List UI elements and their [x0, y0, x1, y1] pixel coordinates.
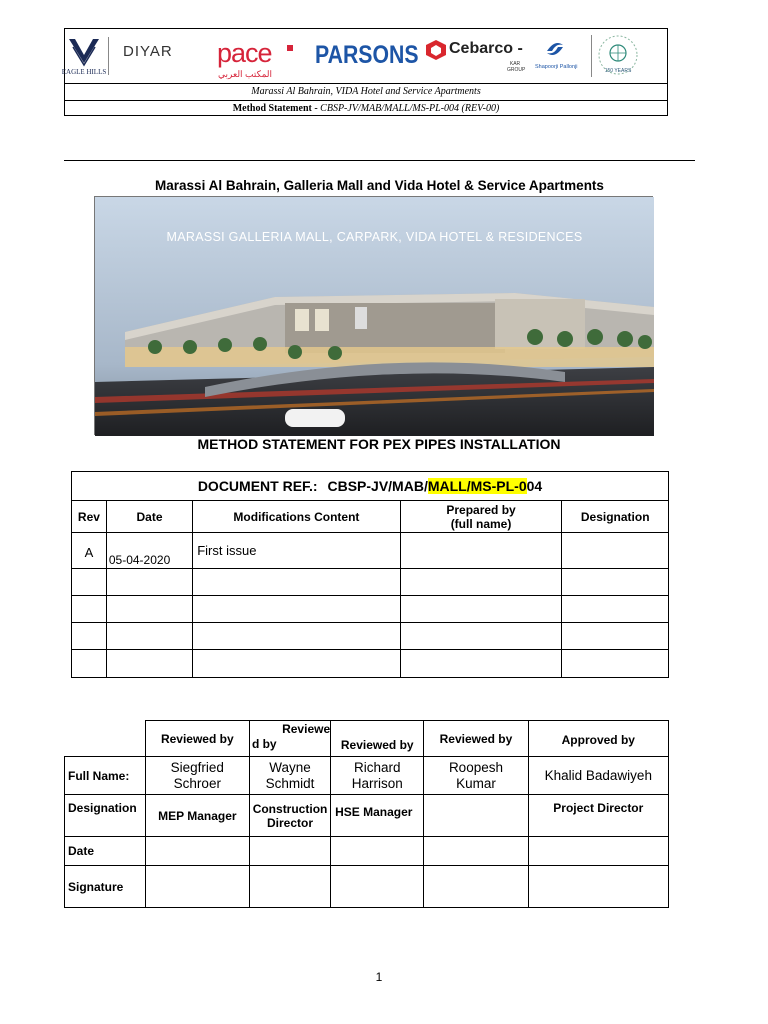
- reviewer-designation: HSE Manager: [331, 795, 424, 837]
- shapoorji-logo-icon: [543, 37, 567, 61]
- date-row: [65, 837, 669, 866]
- table-row: [72, 569, 669, 596]
- reviewed-by-split-bottom: d by: [251, 737, 277, 751]
- logo-divider: [108, 37, 109, 75]
- anniversary-logo: [595, 31, 641, 81]
- full-name-row: [65, 757, 669, 795]
- designation-label: Designation: [65, 795, 146, 837]
- pace-arabic-text: المكتب العربي: [218, 69, 273, 79]
- prepared-header: [400, 501, 562, 533]
- method-label: Method Statement -: [232, 103, 318, 114]
- full-name-label: Full Name:: [65, 757, 146, 795]
- hero-rendering-image: [94, 196, 653, 435]
- method-statement-title: METHOD STATEMENT FOR PEX PIPES INSTALLATION: [197, 436, 561, 452]
- reviewer-name: Wayne Schmidt: [249, 757, 330, 795]
- eagle-hills-logo: [61, 33, 107, 81]
- review-approval-table: [64, 720, 669, 908]
- docref-prefix: CBSP-JV/MAB/: [327, 478, 428, 494]
- approver-name: Khalid Badawiyeh: [528, 757, 668, 795]
- date-cell: 05-04-2020: [106, 533, 192, 569]
- content-cell: First issue: [193, 533, 400, 569]
- document-header: [61, 28, 668, 116]
- approver-designation: Project Director: [528, 795, 668, 837]
- content-header: Modifications Content: [193, 501, 400, 533]
- cebarco-logo: Cebarco -: [449, 40, 523, 57]
- reviewed-by-header: Reviewed by: [424, 721, 528, 757]
- designation-row: [65, 795, 669, 837]
- parsons-logo: PARSONS: [315, 41, 419, 69]
- signature-row: [65, 866, 669, 908]
- reviewer-name: Roopesh Kumar: [424, 757, 528, 795]
- reviewer-designation: Construction Director: [249, 795, 330, 837]
- prepared-cell: [400, 533, 562, 569]
- hero-caption: MARASSI GALLERIA MALL, CARPARK, VIDA HOTEL & RESIDENCES: [166, 230, 583, 244]
- table-row: [72, 623, 669, 650]
- table-row: [72, 596, 669, 623]
- page-number: 1: [375, 970, 383, 984]
- reviewed-by-split-top: Reviewe: [282, 722, 331, 736]
- logo-strip: [61, 29, 667, 84]
- method-statement-ref-line: [65, 101, 667, 116]
- reviewed-by-header: [249, 721, 330, 757]
- reviewed-by-header: Reviewed by: [331, 721, 424, 757]
- kar-group-logo: KAR GROUP: [507, 61, 526, 73]
- cebarco-cube-icon: [425, 39, 447, 61]
- divider-line: [64, 160, 695, 161]
- approved-by-header: Approved by: [528, 721, 668, 757]
- table-row: [72, 533, 669, 569]
- review-header-row: [65, 721, 669, 757]
- prepared-sublabel: (full name): [450, 516, 512, 531]
- eagle-hills-text: EAGLE HILLS: [61, 68, 107, 76]
- logo-divider: [591, 35, 592, 77]
- project-line: Marassi Al Bahrain, VIDA Hotel and Service Apartments: [65, 84, 667, 101]
- diyar-logo: DIYAR: [123, 43, 173, 60]
- pace-logo: pace: [217, 38, 272, 68]
- docref-label: DOCUMENT REF.:: [197, 478, 318, 494]
- reviewer-designation: MEP Manager: [145, 795, 249, 837]
- anniversary-text: 150 YEARS: [604, 68, 632, 74]
- reviewer-name: Richard Harrison: [331, 757, 424, 795]
- prepared-label: Prepared by: [446, 502, 516, 517]
- revision-header-row: [72, 501, 669, 533]
- signature-label: Signature: [65, 866, 146, 908]
- revision-table: [71, 471, 669, 678]
- rev-header: Rev: [72, 501, 107, 533]
- reviewer-designation: [424, 795, 528, 837]
- reviewer-name: Siegfried Schroer: [145, 757, 249, 795]
- date-label: Date: [65, 837, 146, 866]
- designation-cell: [562, 533, 669, 569]
- reviewed-by-header: Reviewed by: [145, 721, 249, 757]
- docref-highlight: MALL/MS-PL-0: [427, 478, 527, 494]
- designation-header: Designation: [562, 501, 669, 533]
- pace-dot-icon: [287, 45, 293, 51]
- shapoorji-text: Shapoorji Pallonji: [535, 64, 578, 70]
- docref-suffix: 04: [526, 478, 543, 494]
- document-ref-cell: [72, 472, 669, 501]
- date-header: Date: [106, 501, 192, 533]
- method-ref: CBSP-JV/MAB/MALL/MS-PL-004 (REV-00): [320, 103, 500, 114]
- project-title: Marassi Al Bahrain, Galleria Mall and Vida Hotel & Service Apartments: [155, 178, 604, 193]
- rev-cell: A: [72, 533, 107, 569]
- table-row: [72, 650, 669, 678]
